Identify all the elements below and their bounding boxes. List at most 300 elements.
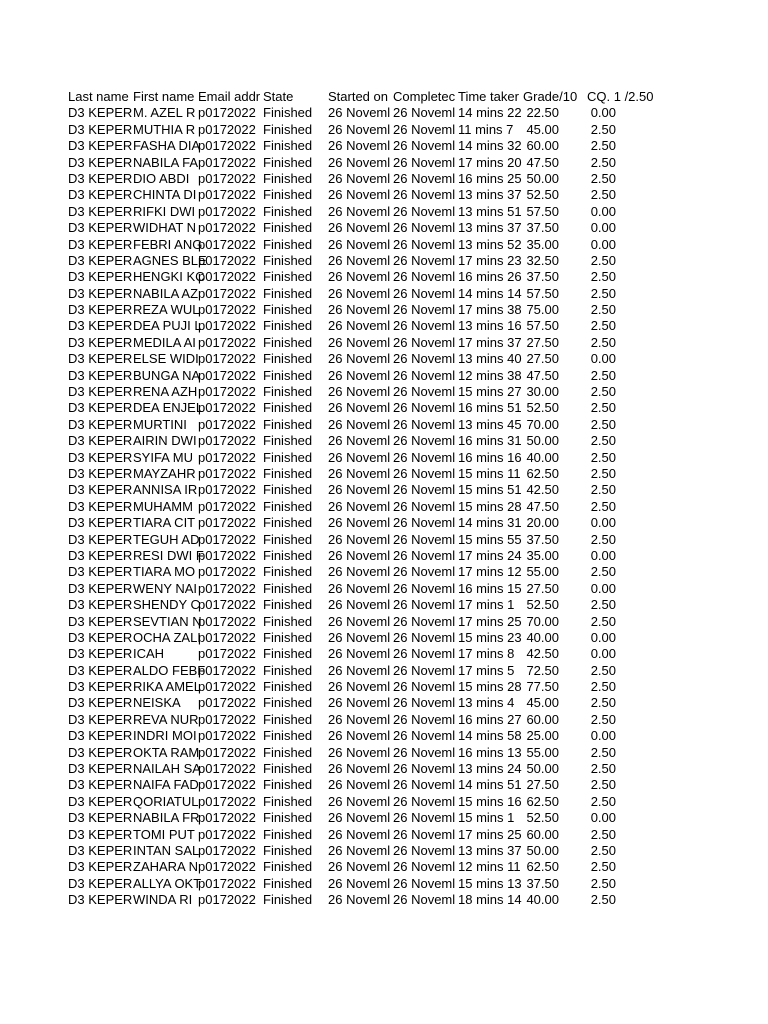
cell-grade: 37.50	[526, 531, 559, 547]
cell-state: Finished	[263, 859, 313, 875]
cell-started-on: 26 Noveml	[328, 482, 391, 498]
cell-grade: 45.00	[526, 121, 559, 137]
cell-time-taken: 15 mins 28	[458, 498, 522, 514]
cell-last-name: D3 KEPER	[68, 826, 133, 842]
cell-first-name: TEGUH AD	[133, 531, 200, 547]
cell-state: Finished	[263, 842, 313, 858]
cell-started-on: 26 Noveml	[328, 285, 391, 301]
cell-grade: 60.00	[526, 826, 559, 842]
cell-email: p0172022	[198, 777, 256, 793]
cell-completed: 26 Noveml	[393, 302, 456, 318]
cell-grade: 47.50	[526, 498, 559, 514]
cell-email: p0172022	[198, 367, 256, 383]
cell-last-name: D3 KEPER	[68, 170, 133, 186]
cell-email: p0172022	[198, 875, 256, 891]
cell-first-name: FASHA DIA	[133, 138, 201, 154]
header-started-on: Started on	[328, 89, 388, 104]
cell-completed: 26 Noveml	[393, 449, 456, 465]
cell-started-on: 26 Noveml	[328, 400, 391, 416]
cell-last-name: D3 KEPER	[68, 662, 133, 678]
cell-question-1: 2.50	[590, 170, 616, 186]
cell-state: Finished	[263, 875, 313, 891]
cell-completed: 26 Noveml	[393, 580, 456, 596]
cell-email: p0172022	[198, 498, 256, 514]
cell-question-1: 0.00	[590, 515, 616, 531]
cell-grade: 50.00	[526, 433, 559, 449]
cell-started-on: 26 Noveml	[328, 138, 391, 154]
cell-grade: 27.50	[526, 334, 559, 350]
cell-last-name: D3 KEPER	[68, 515, 133, 531]
cell-completed: 26 Noveml	[393, 515, 456, 531]
cell-question-1: 0.00	[590, 810, 616, 826]
cell-time-taken: 12 mins 11	[458, 859, 521, 875]
cell-started-on: 26 Noveml	[328, 269, 391, 285]
cell-grade: 52.50	[526, 187, 559, 203]
cell-question-1: 2.50	[590, 465, 616, 481]
cell-completed: 26 Noveml	[393, 629, 456, 645]
cell-grade: 70.00	[526, 613, 559, 629]
cell-grade: 27.50	[526, 580, 559, 596]
cell-question-1: 2.50	[590, 285, 616, 301]
cell-question-1: 2.50	[590, 400, 616, 416]
cell-last-name: D3 KEPER	[68, 220, 133, 236]
cell-state: Finished	[263, 580, 313, 596]
cell-first-name: MAYZAHR	[133, 465, 196, 481]
cell-grade: 77.50	[526, 679, 559, 695]
cell-grade: 70.00	[526, 416, 559, 432]
cell-last-name: D3 KEPER	[68, 728, 133, 744]
cell-email: p0172022	[198, 564, 256, 580]
cell-last-name: D3 KEPER	[68, 498, 133, 514]
cell-grade: 47.50	[526, 154, 559, 170]
cell-time-taken: 17 mins 20	[458, 154, 522, 170]
cell-email: p0172022	[198, 597, 256, 613]
cell-started-on: 26 Noveml	[328, 826, 391, 842]
cell-email: p0172022	[198, 433, 256, 449]
cell-first-name: REZA WUL	[133, 302, 200, 318]
cell-last-name: D3 KEPER	[68, 777, 133, 793]
cell-started-on: 26 Noveml	[328, 679, 391, 695]
cell-time-taken: 15 mins 55	[458, 531, 522, 547]
cell-question-1: 0.00	[590, 629, 616, 645]
cell-state: Finished	[263, 761, 313, 777]
cell-completed: 26 Noveml	[393, 252, 456, 268]
cell-grade: 52.50	[526, 400, 559, 416]
cell-email: p0172022	[198, 170, 256, 186]
cell-state: Finished	[263, 515, 313, 531]
cell-completed: 26 Noveml	[393, 187, 456, 203]
cell-completed: 26 Noveml	[393, 220, 456, 236]
cell-last-name: D3 KEPER	[68, 793, 133, 809]
cell-started-on: 26 Noveml	[328, 465, 391, 481]
cell-time-taken: 13 mins 37	[458, 842, 522, 858]
cell-state: Finished	[263, 416, 313, 432]
cell-state: Finished	[263, 728, 313, 744]
cell-first-name: INTAN SAL	[133, 842, 200, 858]
cell-email: p0172022	[198, 318, 256, 334]
cell-email: p0172022	[198, 105, 256, 121]
cell-question-1: 0.00	[590, 220, 616, 236]
cell-completed: 26 Noveml	[393, 416, 456, 432]
cell-email: p0172022	[198, 449, 256, 465]
cell-grade: 35.00	[526, 236, 559, 252]
cell-time-taken: 16 mins 27	[458, 711, 522, 727]
cell-time-taken: 17 mins 1	[458, 597, 515, 613]
cell-first-name: QORIATUL	[133, 793, 199, 809]
cell-completed: 26 Noveml	[393, 334, 456, 350]
cell-first-name: DEA ENJEL	[133, 400, 204, 416]
cell-completed: 26 Noveml	[393, 646, 456, 662]
cell-completed: 26 Noveml	[393, 826, 456, 842]
cell-first-name: BUNGA NA	[133, 367, 201, 383]
cell-started-on: 26 Noveml	[328, 564, 391, 580]
cell-question-1: 0.00	[590, 547, 616, 563]
cell-first-name: DEA PUJI L	[133, 318, 202, 334]
cell-grade: 72.50	[526, 662, 559, 678]
cell-grade: 52.50	[526, 597, 559, 613]
cell-email: p0172022	[198, 416, 256, 432]
cell-started-on: 26 Noveml	[328, 203, 391, 219]
cell-grade: 55.00	[526, 564, 559, 580]
cell-state: Finished	[263, 285, 313, 301]
cell-started-on: 26 Noveml	[328, 580, 391, 596]
cell-first-name: ALLYA OKT	[133, 875, 202, 891]
cell-state: Finished	[263, 695, 313, 711]
cell-question-1: 2.50	[590, 597, 616, 613]
cell-started-on: 26 Noveml	[328, 252, 391, 268]
cell-started-on: 26 Noveml	[328, 416, 391, 432]
cell-grade: 35.00	[526, 547, 559, 563]
cell-state: Finished	[263, 138, 313, 154]
cell-state: Finished	[263, 203, 313, 219]
cell-state: Finished	[263, 646, 313, 662]
cell-email: p0172022	[198, 236, 256, 252]
cell-last-name: D3 KEPER	[68, 121, 133, 137]
cell-question-1: 2.50	[590, 761, 616, 777]
cell-email: p0172022	[198, 711, 256, 727]
cell-completed: 26 Noveml	[393, 810, 456, 826]
cell-email: p0172022	[198, 531, 256, 547]
cell-state: Finished	[263, 318, 313, 334]
cell-question-1: 2.50	[590, 384, 616, 400]
cell-question-1: 2.50	[590, 793, 616, 809]
cell-started-on: 26 Noveml	[328, 367, 391, 383]
cell-started-on: 26 Noveml	[328, 629, 391, 645]
cell-first-name: ELSE WIDI	[133, 351, 199, 367]
cell-completed: 26 Noveml	[393, 367, 456, 383]
cell-first-name: NEISKA	[133, 695, 181, 711]
cell-started-on: 26 Noveml	[328, 793, 391, 809]
cell-time-taken: 17 mins 8	[458, 646, 515, 662]
cell-first-name: TOMI PUT	[133, 826, 195, 842]
cell-time-taken: 16 mins 31	[458, 433, 522, 449]
cell-email: p0172022	[198, 220, 256, 236]
cell-first-name: AGNES BLE	[133, 252, 207, 268]
cell-started-on: 26 Noveml	[328, 121, 391, 137]
cell-grade: 62.50	[526, 793, 559, 809]
cell-time-taken: 15 mins 51	[458, 482, 522, 498]
cell-last-name: D3 KEPER	[68, 892, 133, 908]
cell-time-taken: 17 mins 25	[458, 826, 522, 842]
cell-email: p0172022	[198, 465, 256, 481]
cell-question-1: 0.00	[590, 203, 616, 219]
cell-last-name: D3 KEPER	[68, 187, 133, 203]
cell-question-1: 2.50	[590, 859, 616, 875]
cell-last-name: D3 KEPER	[68, 318, 133, 334]
cell-completed: 26 Noveml	[393, 138, 456, 154]
cell-question-1: 0.00	[590, 646, 616, 662]
cell-started-on: 26 Noveml	[328, 597, 391, 613]
cell-completed: 26 Noveml	[393, 842, 456, 858]
cell-completed: 26 Noveml	[393, 695, 456, 711]
cell-question-1: 2.50	[590, 367, 616, 383]
cell-last-name: D3 KEPER	[68, 351, 133, 367]
cell-completed: 26 Noveml	[393, 744, 456, 760]
cell-state: Finished	[263, 793, 313, 809]
cell-completed: 26 Noveml	[393, 761, 456, 777]
cell-last-name: D3 KEPER	[68, 400, 133, 416]
cell-completed: 26 Noveml	[393, 679, 456, 695]
cell-time-taken: 18 mins 14	[458, 892, 522, 908]
cell-last-name: D3 KEPER	[68, 531, 133, 547]
cell-started-on: 26 Noveml	[328, 302, 391, 318]
cell-grade: 47.50	[526, 367, 559, 383]
cell-grade: 40.00	[526, 449, 559, 465]
cell-question-1: 0.00	[590, 580, 616, 596]
cell-grade: 57.50	[526, 318, 559, 334]
cell-question-1: 2.50	[590, 302, 616, 318]
cell-state: Finished	[263, 384, 313, 400]
cell-first-name: DIO ABDI	[133, 170, 190, 186]
cell-grade: 30.00	[526, 384, 559, 400]
cell-email: p0172022	[198, 252, 256, 268]
cell-time-taken: 13 mins 4	[458, 695, 515, 711]
cell-started-on: 26 Noveml	[328, 498, 391, 514]
cell-first-name: SYIFA MU	[133, 449, 193, 465]
cell-time-taken: 16 mins 25	[458, 170, 522, 186]
cell-started-on: 26 Noveml	[328, 105, 391, 121]
cell-started-on: 26 Noveml	[328, 334, 391, 350]
cell-first-name: NABILA FA	[133, 154, 199, 170]
cell-email: p0172022	[198, 203, 256, 219]
cell-state: Finished	[263, 465, 313, 481]
cell-grade: 27.50	[526, 351, 559, 367]
cell-email: p0172022	[198, 810, 256, 826]
cell-question-1: 0.00	[590, 105, 616, 121]
cell-time-taken: 14 mins 51	[458, 777, 522, 793]
cell-last-name: D3 KEPER	[68, 236, 133, 252]
cell-time-taken: 17 mins 25	[458, 613, 522, 629]
cell-completed: 26 Noveml	[393, 236, 456, 252]
cell-state: Finished	[263, 121, 313, 137]
cell-time-taken: 16 mins 16	[458, 449, 522, 465]
cell-last-name: D3 KEPER	[68, 482, 133, 498]
cell-last-name: D3 KEPER	[68, 334, 133, 350]
cell-question-1: 2.50	[590, 154, 616, 170]
cell-first-name: SEVTIAN N	[133, 613, 202, 629]
cell-first-name: ICAH	[133, 646, 165, 662]
cell-completed: 26 Noveml	[393, 105, 456, 121]
cell-time-taken: 15 mins 13	[458, 875, 522, 891]
cell-started-on: 26 Noveml	[328, 187, 391, 203]
cell-completed: 26 Noveml	[393, 384, 456, 400]
cell-last-name: D3 KEPER	[68, 859, 133, 875]
cell-question-1: 2.50	[590, 826, 616, 842]
cell-completed: 26 Noveml	[393, 531, 456, 547]
cell-question-1: 2.50	[590, 433, 616, 449]
cell-grade: 60.00	[526, 138, 559, 154]
cell-question-1: 0.00	[590, 236, 616, 252]
cell-started-on: 26 Noveml	[328, 220, 391, 236]
cell-time-taken: 13 mins 37	[458, 187, 522, 203]
cell-started-on: 26 Noveml	[328, 842, 391, 858]
cell-completed: 26 Noveml	[393, 892, 456, 908]
cell-first-name: TIARA CIT	[133, 515, 196, 531]
cell-state: Finished	[263, 547, 313, 563]
cell-completed: 26 Noveml	[393, 547, 456, 563]
cell-started-on: 26 Noveml	[328, 859, 391, 875]
cell-time-taken: 16 mins 51	[458, 400, 522, 416]
cell-email: p0172022	[198, 679, 256, 695]
cell-question-1: 2.50	[590, 777, 616, 793]
cell-state: Finished	[263, 252, 313, 268]
header-email: Email addr	[198, 89, 261, 104]
cell-started-on: 26 Noveml	[328, 662, 391, 678]
cell-time-taken: 15 mins 16	[458, 793, 522, 809]
cell-time-taken: 13 mins 45	[458, 416, 522, 432]
cell-question-1: 2.50	[590, 449, 616, 465]
cell-grade: 50.00	[526, 761, 559, 777]
cell-grade: 60.00	[526, 711, 559, 727]
cell-state: Finished	[263, 777, 313, 793]
cell-question-1: 2.50	[590, 744, 616, 760]
cell-state: Finished	[263, 826, 313, 842]
cell-question-1: 2.50	[590, 531, 616, 547]
cell-state: Finished	[263, 236, 313, 252]
cell-completed: 26 Noveml	[393, 859, 456, 875]
cell-time-taken: 13 mins 37	[458, 220, 522, 236]
cell-started-on: 26 Noveml	[328, 728, 391, 744]
cell-started-on: 26 Noveml	[328, 531, 391, 547]
cell-question-1: 2.50	[590, 662, 616, 678]
cell-time-taken: 15 mins 11	[458, 465, 521, 481]
cell-grade: 75.00	[526, 302, 559, 318]
cell-first-name: CHINTA DI	[133, 187, 197, 203]
cell-email: p0172022	[198, 547, 256, 563]
cell-state: Finished	[263, 679, 313, 695]
cell-time-taken: 17 mins 37	[458, 334, 522, 350]
cell-question-1: 2.50	[590, 138, 616, 154]
cell-last-name: D3 KEPER	[68, 875, 133, 891]
cell-state: Finished	[263, 531, 313, 547]
cell-question-1: 2.50	[590, 498, 616, 514]
cell-completed: 26 Noveml	[393, 777, 456, 793]
cell-state: Finished	[263, 449, 313, 465]
cell-grade: 40.00	[526, 629, 559, 645]
cell-email: p0172022	[198, 695, 256, 711]
cell-time-taken: 16 mins 15	[458, 580, 522, 596]
cell-first-name: ALDO FEBF	[133, 662, 206, 678]
cell-state: Finished	[263, 269, 313, 285]
cell-time-taken: 17 mins 23	[458, 252, 522, 268]
cell-question-1: 2.50	[590, 318, 616, 334]
cell-grade: 27.50	[526, 777, 559, 793]
cell-started-on: 26 Noveml	[328, 711, 391, 727]
cell-completed: 26 Noveml	[393, 498, 456, 514]
cell-last-name: D3 KEPER	[68, 203, 133, 219]
cell-email: p0172022	[198, 744, 256, 760]
cell-time-taken: 13 mins 51	[458, 203, 522, 219]
cell-started-on: 26 Noveml	[328, 384, 391, 400]
cell-completed: 26 Noveml	[393, 170, 456, 186]
cell-first-name: SHENDY C	[133, 597, 200, 613]
cell-started-on: 26 Noveml	[328, 515, 391, 531]
cell-question-1: 2.50	[590, 892, 616, 908]
cell-last-name: D3 KEPER	[68, 367, 133, 383]
cell-time-taken: 17 mins 24	[458, 547, 522, 563]
cell-state: Finished	[263, 154, 313, 170]
cell-last-name: D3 KEPER	[68, 711, 133, 727]
cell-last-name: D3 KEPER	[68, 105, 133, 121]
cell-time-taken: 15 mins 1	[458, 810, 515, 826]
cell-time-taken: 14 mins 32	[458, 138, 522, 154]
cell-first-name: TIARA MO	[133, 564, 196, 580]
cell-grade: 62.50	[526, 859, 559, 875]
cell-started-on: 26 Noveml	[328, 351, 391, 367]
cell-email: p0172022	[198, 121, 256, 137]
cell-last-name: D3 KEPER	[68, 646, 133, 662]
cell-time-taken: 14 mins 22	[458, 105, 522, 121]
cell-last-name: D3 KEPER	[68, 269, 133, 285]
cell-first-name: AIRIN DWI	[133, 433, 197, 449]
cell-last-name: D3 KEPER	[68, 597, 133, 613]
cell-completed: 26 Noveml	[393, 465, 456, 481]
cell-grade: 52.50	[526, 810, 559, 826]
cell-question-1: 2.50	[590, 679, 616, 695]
cell-last-name: D3 KEPER	[68, 679, 133, 695]
cell-state: Finished	[263, 744, 313, 760]
cell-last-name: D3 KEPER	[68, 384, 133, 400]
cell-email: p0172022	[198, 859, 256, 875]
cell-grade: 50.00	[526, 842, 559, 858]
cell-question-1: 2.50	[590, 482, 616, 498]
cell-completed: 26 Noveml	[393, 875, 456, 891]
cell-last-name: D3 KEPER	[68, 465, 133, 481]
cell-email: p0172022	[198, 285, 256, 301]
cell-time-taken: 13 mins 40	[458, 351, 522, 367]
cell-first-name: WINDA RI	[133, 892, 193, 908]
cell-last-name: D3 KEPER	[68, 449, 133, 465]
cell-last-name: D3 KEPER	[68, 564, 133, 580]
cell-first-name: ANNISA IR	[133, 482, 198, 498]
cell-time-taken: 14 mins 14	[458, 285, 522, 301]
cell-time-taken: 15 mins 28	[458, 679, 522, 695]
cell-email: p0172022	[198, 793, 256, 809]
cell-time-taken: 17 mins 38	[458, 302, 522, 318]
cell-time-taken: 15 mins 27	[458, 384, 522, 400]
cell-first-name: RENA AZH	[133, 384, 198, 400]
cell-first-name: HENGKI KC	[133, 269, 205, 285]
cell-last-name: D3 KEPER	[68, 416, 133, 432]
cell-first-name: MEDILA AI	[133, 334, 196, 350]
cell-first-name: INDRI MOI	[133, 728, 197, 744]
cell-last-name: D3 KEPER	[68, 252, 133, 268]
cell-email: p0172022	[198, 892, 256, 908]
header-completed: Completec	[393, 89, 456, 104]
cell-email: p0172022	[198, 269, 256, 285]
cell-question-1: 2.50	[590, 711, 616, 727]
cell-state: Finished	[263, 170, 313, 186]
